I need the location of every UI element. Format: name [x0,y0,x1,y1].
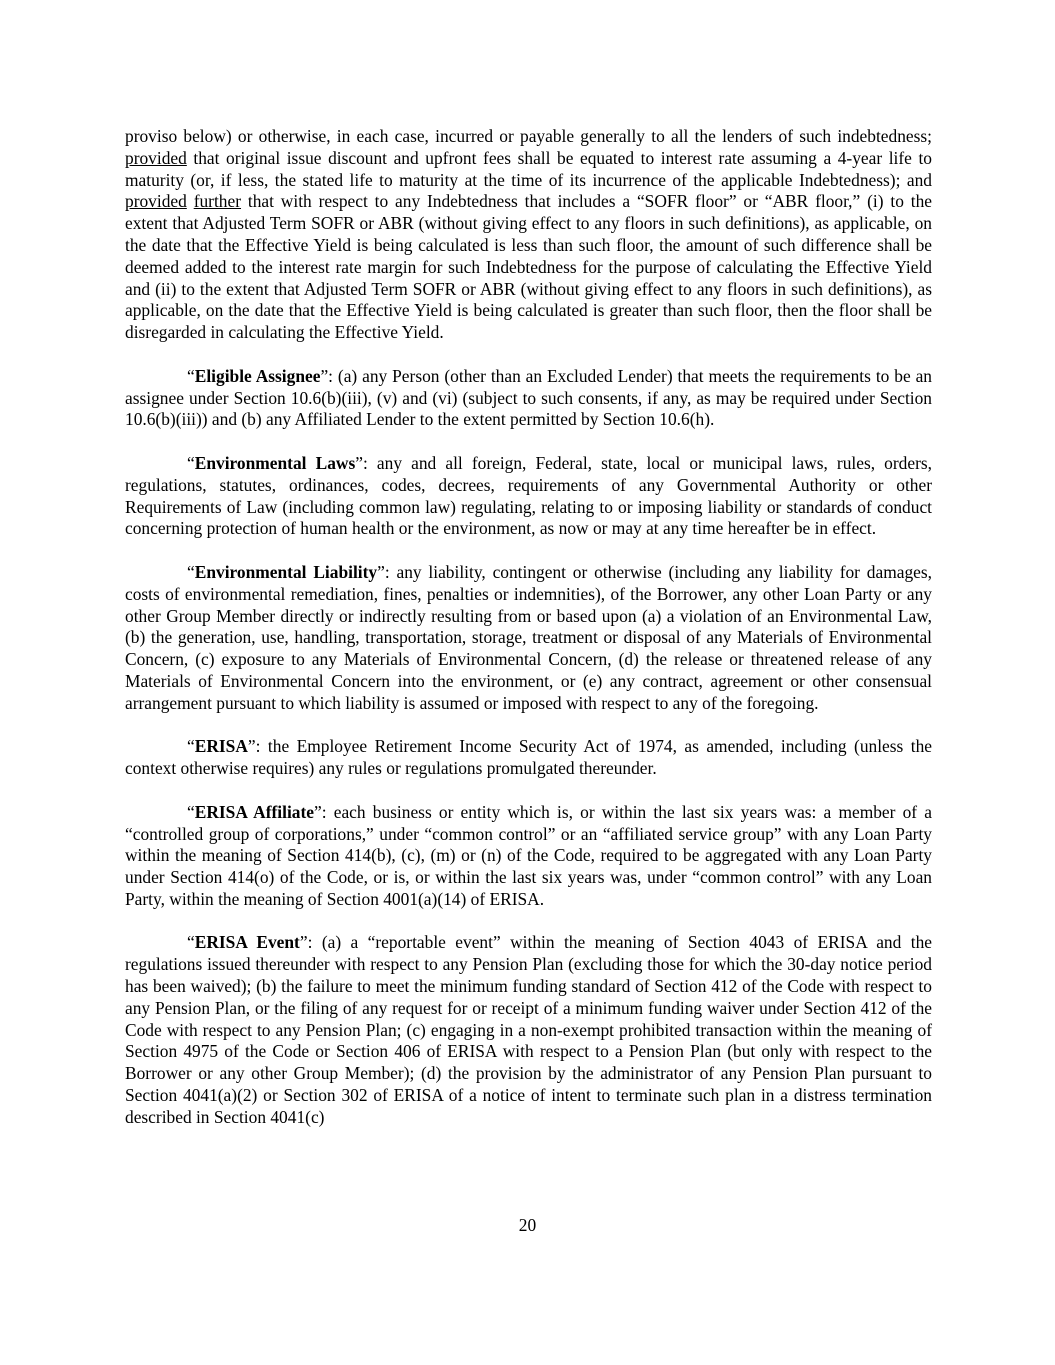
open-quote: “ [187,801,195,822]
paragraph-text: that original issue discount and upfront fees shall be equated to interest rate assuming a 4-year life to maturity (or, if less, the stated life to maturity at the time of its incurrence of the applicable Indebtedness); and [125,147,932,190]
defined-term: ERISA Event [194,932,300,953]
continuation-paragraph [125,126,932,344]
definition-text: : any and all foreign, Federal, state, local or municipal laws, rules, orders, regulations, statutes, ordinances, codes, decrees, requirements of any Governmental Authority or other Requirements of Law (including common law) regulating, relating to or imposing liability or standards of conduct concerning protection of human health or the environment, as now or may at any time hereafter be in effect. [125,452,932,539]
definition-environmental-liability [125,562,932,715]
close-quote: ” [377,561,385,582]
open-quote: “ [187,932,195,953]
document-page [125,126,932,1150]
close-quote: ” [314,801,322,822]
open-quote: “ [187,736,195,757]
definition-text: : each business or entity which is, or within the last six years was: a member of a “controlled group of corporations,” under “common control” or an “affiliated service group” with any Loan Party within the meaning of Section 414(b), (c), (m) or (n) of the Code, required to be aggregated with any Loan Party under Section 414(o) of the Code, or is, or within the last six years was, under “common control” with any Loan Party, within the meaning of Section 4001(a)(14) of ERISA. [125,801,932,909]
paragraph-text: proviso below) or otherwise, in each case, incurred or payable generally to all the lenders of such indebtedness; [125,126,932,146]
provided-underlined: provided [125,191,187,212]
definition-environmental-laws [125,453,932,540]
definition-text: : (a) a “reportable event” within the meaning of Section 4043 of ERISA and the regulations issued thereunder with respect to any Pension Plan (excluding those for which the 30-day notice period has been waived); (b) the failure to meet the minimum funding standard of Section 412 of the Code with respect to any Pension Plan, or the filing of any request for or receipt of a minimum funding waiver under Section 412 of the Code with respect to any Pension Plan; (c) engaging in a non-exempt prohibited transaction within the meaning of Section 4975 of the Code or Section 406 of ERISA with respect to a Pension Plan (but only with respect to the Borrower or any other Group Member); (d) the provision by the administrator of any Pension Plan pursuant to Section 4041(a)(2) or Section 302 of ERISA of a notice of intent to terminate such plan in a distress termination described in Section 4041(c) [125,932,932,1127]
open-quote: “ [187,561,195,582]
defined-term: ERISA Affiliate [194,801,314,822]
definition-text: : any liability, contingent or otherwise (including any liability for damages, costs of environmental remediation, fines, penalties or indemnities), of the Borrower, any other Loan Party or any other Group Member directly or indirectly resulting from or based upon (a) a violation of an Environmental Law, (b) the generation, use, handling, transportation, storage, treatment or disposal of any Materials of Environmental Concern, (c) exposure to any Materials of Environmental Concern, (d) the release or threatened release of any Materials of Environmental Concern into the environment, or (e) any contract, agreement or other consensual arrangement pursuant to which liability is assumed or imposed with respect to any of the foregoing. [125,561,932,713]
definition-eligible-assignee [125,366,932,431]
definition-erisa-affiliate [125,802,932,911]
close-quote: ” [320,365,329,386]
open-quote: “ [187,452,195,473]
defined-term: Eligible Assignee [194,365,321,386]
page-number: 20 [518,1215,537,1235]
close-quote: ” [355,452,363,473]
further-underlined: further [193,191,242,212]
close-quote: ” [299,932,308,953]
defined-term: Environmental Liability [194,561,378,582]
definition-erisa-event [125,932,932,1128]
close-quote: ” [247,736,256,757]
provided-underlined: provided [125,147,187,168]
open-quote: “ [187,365,195,386]
defined-term: ERISA [194,736,248,757]
defined-term: Environmental Laws [194,452,356,473]
definition-text: : the Employee Retirement Income Security Act of 1974, as amended, including (unless the context otherwise requires) any rules or regulations promulgated thereunder. [125,736,932,779]
definition-text: : (a) any Person (other than an Excluded Lender) that meets the requirements to be an assignee under Section 10.6(b)(iii), (v) and (vi) (subject to such consents, if any, as may be required under Section 10.6(b)(iii)) and (b) any Affiliated Lender to the extent permitted by Section 10.6(h). [125,365,932,430]
definition-erisa [125,736,932,780]
paragraph-text: that with respect to any Indebtedness that includes a “SOFR floor” or “ABR floor,” (i) to the extent that Adjusted Term SOFR or ABR (without giving effect to any floors in such definitions), as applicable, on the date that the Effective Yield is being calculated is less than such floor, the amount of such difference shall be deemed added to the interest rate margin for such Indebtedness for the purpose of calculating the Effective Yield and (ii) to the extent that Adjusted Term SOFR or ABR (without giving effect to any floors in such definitions), as applicable, on the date that the Effective Yield is being calculated is greater than such floor, then the floor shall be disregarded in calculating the Effective Yield. [125,191,932,343]
